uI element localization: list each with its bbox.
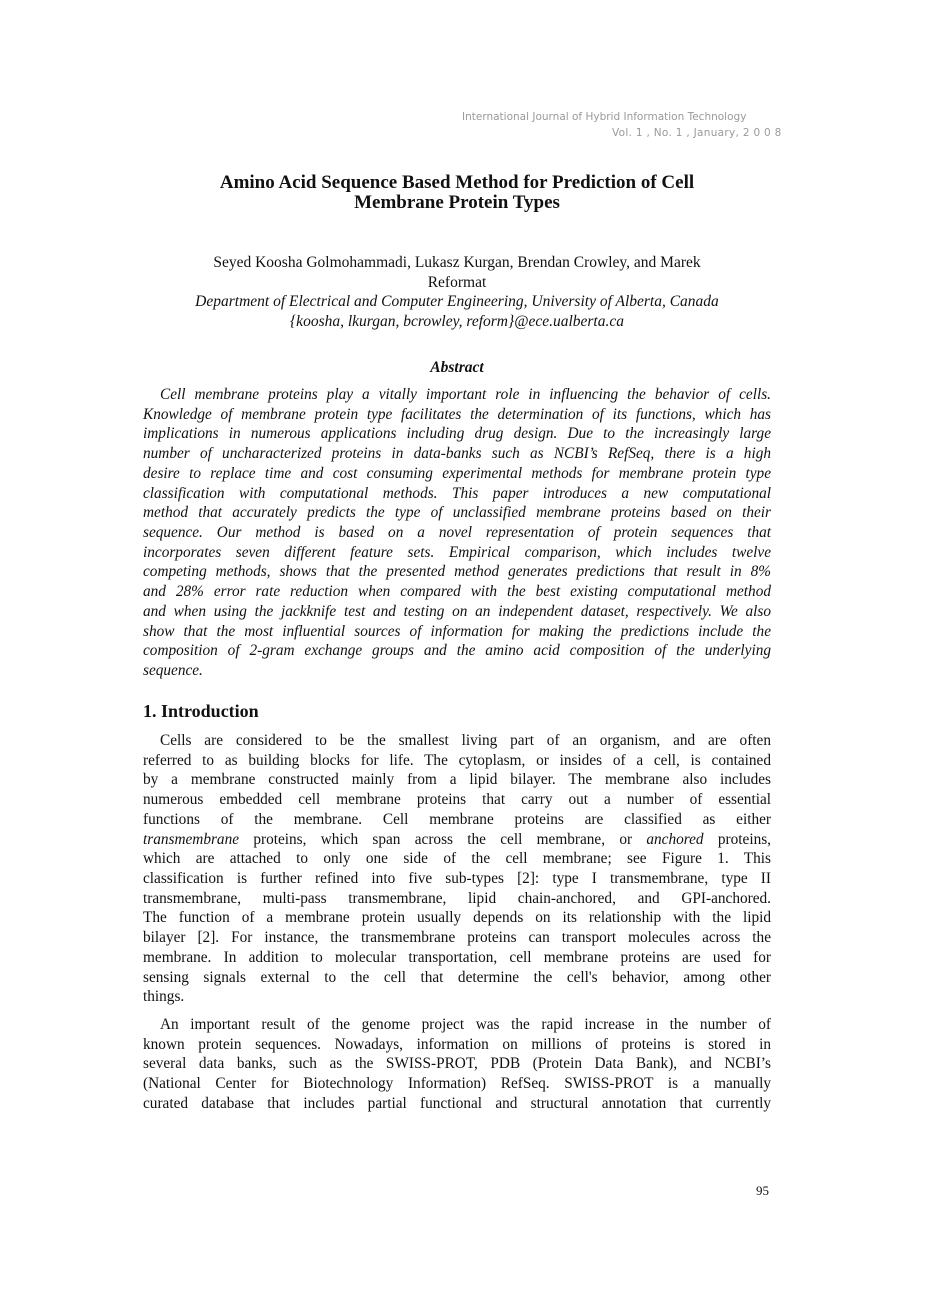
text-segment: things. [143, 988, 185, 1006]
text-segment: The function of a membrane protein usually depends on its relationship with the lipid [143, 909, 771, 927]
text-segment: proteins, [703, 830, 771, 848]
text-line [143, 1094, 771, 1114]
text-line [143, 731, 771, 751]
text-segment: (National Center for Biotechnology Information) RefSeq. SWISS-PROT is a manually [143, 1075, 771, 1093]
abstract-line: number of uncharacterized proteins in data-banks such as NCBI’s RefSeq, there is a high [143, 445, 771, 463]
text-segment: sensing signals external to the cell that determine the cell's behavior, among other [143, 968, 771, 986]
text-segment: known protein sequences. Nowadays, information on millions of proteins is stored in [143, 1035, 771, 1053]
text-line [143, 908, 771, 928]
email: {koosha, lkurgan, bcrowley, reform}@ece.ualberta.ca [289, 312, 624, 330]
text-segment: numerous embedded cell membrane proteins that carry out a number of essential [143, 791, 771, 809]
emphasized-term: transmembrane [143, 830, 240, 848]
abstract-line: classification with computational methods. This paper introduces a new computational [143, 484, 771, 502]
abstract-line: desire to replace time and cost consuming experimental methods for membrane protein type [143, 464, 771, 482]
text-line [143, 869, 771, 889]
text-segment: curated database that includes partial functional and structural annotation that currently [143, 1094, 771, 1112]
title-line: Amino Acid Sequence Based Method for Prediction of Cell [219, 172, 695, 193]
section-heading-introduction: 1. Introduction [143, 701, 259, 721]
text-line [143, 849, 771, 869]
text-line [143, 1015, 771, 1035]
text-line [143, 987, 771, 1007]
text-line [143, 928, 771, 948]
abstract-line: method that accurately predicts the type of unclassified membrane proteins based on their [143, 504, 771, 522]
text-segment: proteins, which span across the cell membrane, or [239, 830, 647, 848]
affiliation: Department of Electrical and Computer Engineering, University of Alberta, Canada [195, 293, 719, 310]
text-segment: referred to as building blocks for life. The cytoplasm, or insides of a cell, is contained [143, 751, 771, 769]
page-number: 95 [756, 1183, 769, 1198]
abstract-body [143, 385, 771, 681]
title-line: Membrane Protein Types [354, 192, 560, 213]
text-line [143, 1074, 771, 1094]
text-line [143, 889, 771, 909]
intro-paragraph-2 [143, 1015, 771, 1114]
authors-line: Reformat [427, 273, 487, 291]
text-segment: functions of the membrane. Cell membrane proteins are classified as either [143, 810, 771, 828]
text-segment: several data banks, such as the SWISS-PROT, PDB (Protein Data Bank), and NCBI’s [143, 1055, 771, 1073]
text-line [143, 948, 771, 968]
text-segment: bilayer [2]. For instance, the transmembrane proteins can transport molecules across the [143, 929, 771, 947]
text-segment: An important result of the genome project was the rapid increase in the number of [160, 1016, 771, 1033]
abstract-line: Knowledge of membrane protein type facilitates the determination of its functions, which has [143, 405, 771, 423]
text-line [143, 770, 771, 790]
journal-name: International Journal of Hybrid Information Technology [462, 111, 747, 123]
paper-title [143, 173, 771, 213]
text-line [143, 968, 771, 988]
authors [143, 253, 771, 331]
abstract-line: and when using the jackknife test and testing on an independent dataset, respectively. We also [143, 602, 771, 620]
text-line [143, 1054, 771, 1074]
abstract-line: sequence. Our method is based on a novel representation of protein sequences that [143, 524, 771, 542]
abstract-line: competing methods, shows that the presented method generates predictions that result in 8% [143, 563, 771, 581]
text-line [143, 751, 771, 771]
text-line [143, 810, 771, 830]
volume-info: Vol. 1 , No. 1 , January, 2 0 0 8 [612, 127, 782, 139]
text-segment: membrane. In addition to molecular transportation, cell membrane proteins are used for [143, 948, 771, 966]
text-segment: by a membrane constructed mainly from a lipid bilayer. The membrane also includes [143, 771, 771, 789]
text-line [143, 1035, 771, 1055]
emphasized-term: anchored [646, 830, 704, 848]
abstract-line: sequence. [143, 662, 203, 680]
abstract-line: Cell membrane proteins play a vitally important role in influencing the behavior of cells. [160, 386, 771, 403]
text-segment: Cells are considered to be the smallest living part of an organism, and are often [160, 732, 771, 749]
text-line [143, 790, 771, 810]
abstract-line: show that the most influential sources of information for making the predictions include the [143, 622, 771, 640]
text-segment: classification is further refined into five sub-types [2]: type I transmembrane, type II [143, 870, 771, 888]
abstract-line: and 28% error rate reduction when compared with the best existing computational method [143, 583, 771, 601]
authors-line: Seyed Koosha Golmohammadi, Lukasz Kurgan, Brendan Crowley, and Marek [213, 254, 701, 271]
intro-paragraph-1 [143, 731, 771, 1007]
abstract-line: incorporates seven different feature sets. Empirical comparison, which includes twelve [143, 543, 771, 561]
text-line [143, 830, 771, 850]
text-segment: transmembrane, multi-pass transmembrane, lipid chain-anchored, and GPI-anchored. [143, 889, 771, 907]
text-segment: which are attached to only one side of the cell membrane; see Figure 1. This [143, 850, 771, 868]
abstract-heading: Abstract [430, 359, 484, 376]
abstract-line: composition of 2-gram exchange groups and the amino acid composition of the underlying [143, 642, 771, 660]
abstract-line: implications in numerous applications including drug design. Due to the increasingly large [143, 425, 771, 443]
